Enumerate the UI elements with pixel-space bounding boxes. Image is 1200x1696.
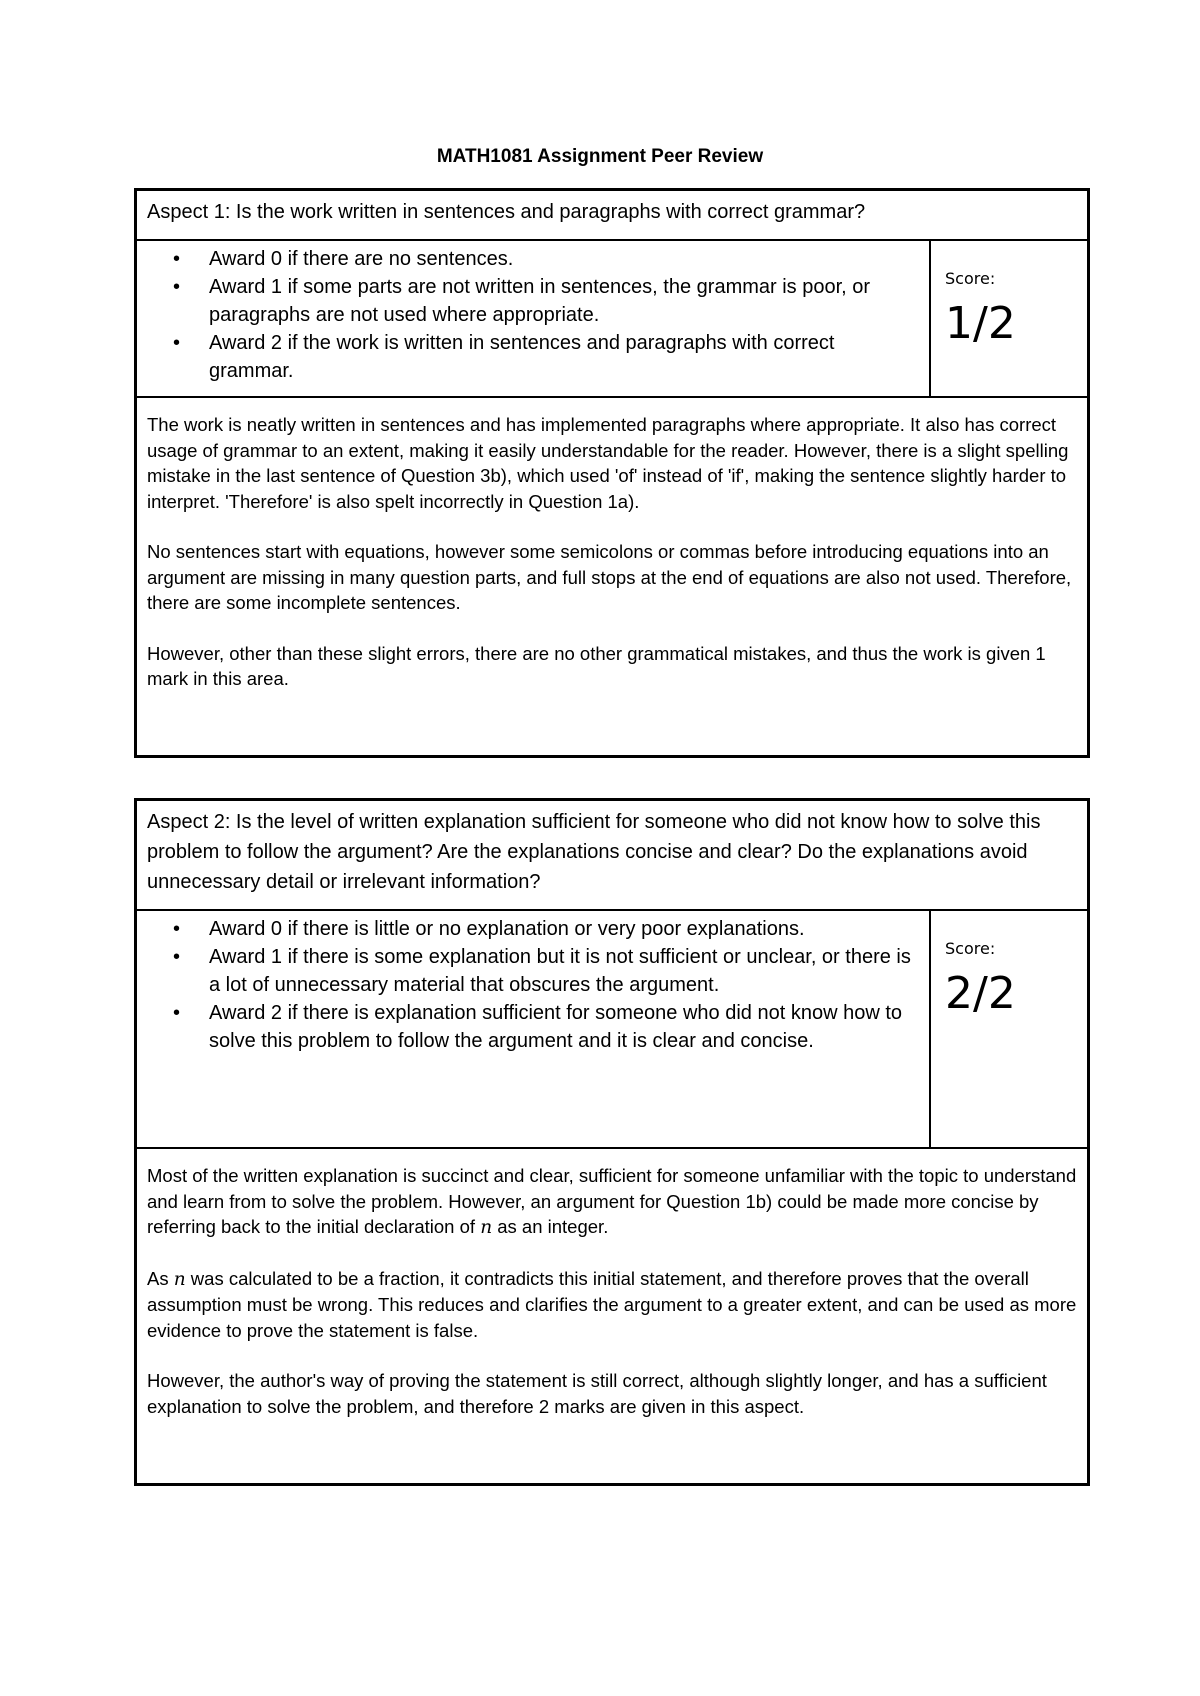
aspect-1-criteria-list bbox=[137, 245, 919, 385]
score-value: 2/2 bbox=[945, 968, 1016, 1019]
comment-paragraph: However, other than these slight errors, there are no other grammatical mistakes, and thus the work is given 1 mark in this area. bbox=[147, 642, 1046, 689]
criteria-item: • Award 1 if some parts are not written in sentences, the grammar is poor, or paragraphs are not used where appropriate. bbox=[209, 273, 919, 329]
score-label: Score: bbox=[945, 939, 996, 958]
criteria-item: • Award 0 if there are no sentences. bbox=[209, 245, 919, 273]
comment-paragraph: The work is neatly written in sentences and has implemented paragraphs where appropriate. It also has correct usage of grammar to an extent, making it easily understandable for the reader. However, there is a slight spelling mistake in the last sentence of Question 3b), which used 'of' instead of 'if', making the sentence slightly harder to interpret. 'Therefore' is also spelt incorrectly in Question 1a). bbox=[147, 414, 1069, 512]
comment-text: as an integer. bbox=[492, 1216, 609, 1237]
score-label: Score: bbox=[945, 269, 996, 288]
aspect-1-criteria-row bbox=[137, 241, 1087, 398]
aspect-2-comment bbox=[137, 1149, 1087, 1419]
aspect-2-table bbox=[134, 798, 1090, 1486]
math-variable: n bbox=[173, 1268, 186, 1290]
aspect-1-criteria bbox=[137, 241, 931, 396]
criteria-item: • Award 2 if there is explanation sufficient for someone who did not know how to solve this problem to follow the argument and it is clear and concise. bbox=[209, 999, 919, 1055]
comment-paragraph bbox=[147, 1266, 1077, 1344]
score-value: 1/2 bbox=[945, 298, 1016, 349]
aspect-2-criteria-row bbox=[137, 911, 1087, 1149]
comment-text: Most of the written explanation is succinct and clear, sufficient for someone unfamiliar with the topic to understand and learn from to solve the problem. However, an argument for Question 1b) could be made more concise by referring back to the initial declaration of bbox=[147, 1165, 1077, 1237]
math-variable: n bbox=[480, 1217, 493, 1238]
aspect-1-question: Aspect 1: Is the work written in sentences and paragraphs with correct grammar? bbox=[137, 191, 1087, 241]
aspect-1-table bbox=[134, 188, 1090, 758]
comment-text: As bbox=[147, 1267, 174, 1289]
document-title: MATH1081 Assignment Peer Review bbox=[436, 146, 764, 167]
aspect-1-comment bbox=[137, 398, 1087, 692]
comment-paragraph: No sentences start with equations, however some semicolons or commas before introducing equations into an argument are missing in many question parts, and full stops at the end of equations are also not used. Therefore, there are some incomplete sentences. bbox=[147, 541, 1072, 613]
aspect-1-score-cell bbox=[931, 241, 1087, 396]
criteria-item: • Award 1 if there is some explanation but it is not sufficient or unclear, or there is a lot of unnecessary material that obscures the argument. bbox=[209, 943, 919, 999]
aspect-2-question: Aspect 2: Is the level of written explanation sufficient for someone who did not know how to solve this problem to follow the argument? Are the explanations concise and clear? Do the explanations avoid unnecessary detail or irrelevant information? bbox=[137, 801, 1087, 911]
aspect-2-score-cell bbox=[931, 911, 1087, 1147]
comment-paragraph: However, the author's way of proving the statement is still correct, although slightly longer, and has a sufficient explanation to solve the problem, and therefore 2 marks are given in this aspect. bbox=[147, 1370, 1047, 1417]
criteria-item: • Award 0 if there is little or no explanation or very poor explanations. bbox=[209, 915, 919, 943]
criteria-item: • Award 2 if the work is written in sentences and paragraphs with correct grammar. bbox=[209, 329, 919, 385]
aspect-2-criteria-list bbox=[137, 915, 919, 1055]
comment-paragraph bbox=[147, 1163, 1077, 1241]
aspect-2-criteria bbox=[137, 911, 931, 1147]
comment-text: was calculated to be a fraction, it contradicts this initial statement, and therefore proves that the overall assumption must be wrong. This reduces and clarifies the argument to a greater extent, and can be used as more evidence to prove the statement is false. bbox=[147, 1267, 1077, 1341]
